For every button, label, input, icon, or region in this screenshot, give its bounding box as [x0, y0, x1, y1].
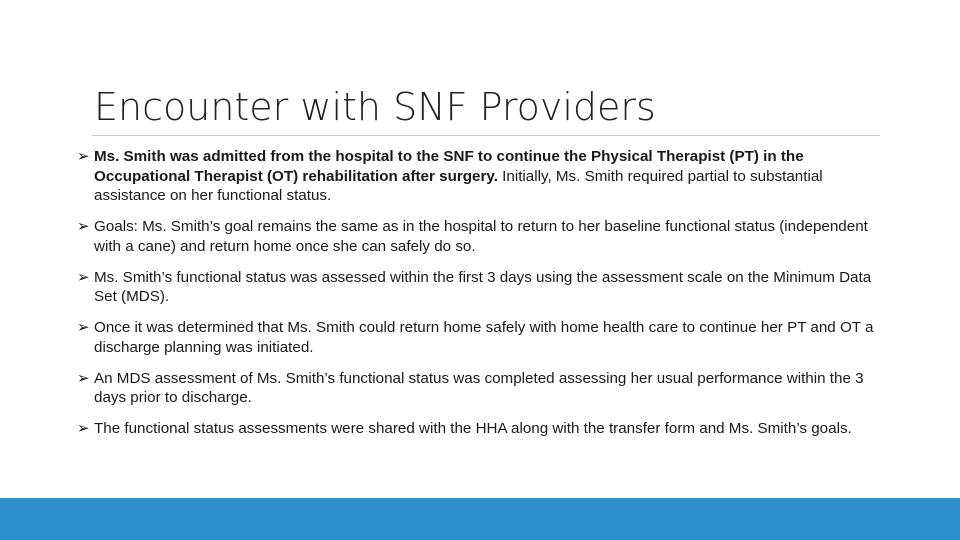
- bullet-list: [76, 147, 882, 450]
- bullet-item: [76, 147, 882, 206]
- arrowhead-bullet-icon: ➢: [77, 420, 90, 437]
- bullet-item: [76, 369, 882, 408]
- arrowhead-bullet-icon: ➢: [77, 369, 90, 387]
- bullet-text: Goals: Ms. Smith’s goal remains the same as in the hospital to return to her baseline functional status (independent with a cane) and return home once she can safely do so.: [94, 218, 868, 255]
- slide-title: Encounter with SNF Providers: [94, 85, 656, 129]
- bullet-text: Once it was determined that Ms. Smith could return home safely with home health care to continue her PT and OT a discharge planning was initiated.: [94, 319, 874, 356]
- title-divider: [92, 135, 880, 136]
- arrowhead-bullet-icon: ➢: [77, 218, 90, 235]
- arrowhead-bullet-icon: ➢: [77, 268, 90, 286]
- bullet-text: Ms. Smith’s functional status was assessed within the first 3 days using the assessment scale on the Minimum Data Set (MDS).: [94, 268, 872, 305]
- bullet-item: [76, 318, 882, 357]
- bullet-text: Initially, Ms. Smith required partial to substantial assistance on her functional status.: [94, 167, 823, 204]
- bullet-item: [76, 419, 882, 439]
- bullet-bold-text: Ms. Smith was admitted from the hospital to the SNF to continue the Physical Therapist (PT) in the Occupational Therapist (OT) rehabilitation after surgery.: [94, 148, 804, 185]
- bullet-text: An MDS assessment of Ms. Smith’s functional status was completed assessing her usual performance within the 3 days prior to discharge.: [94, 369, 864, 406]
- arrowhead-bullet-icon: ➢: [77, 148, 90, 165]
- bullet-item: [76, 217, 882, 256]
- bullet-text: The functional status assessments were shared with the HHA along with the transfer form and Ms. Smith’s goals.: [94, 420, 852, 437]
- bottom-accent-band: [0, 498, 960, 540]
- bullet-item: [76, 268, 882, 307]
- arrowhead-bullet-icon: ➢: [77, 319, 90, 336]
